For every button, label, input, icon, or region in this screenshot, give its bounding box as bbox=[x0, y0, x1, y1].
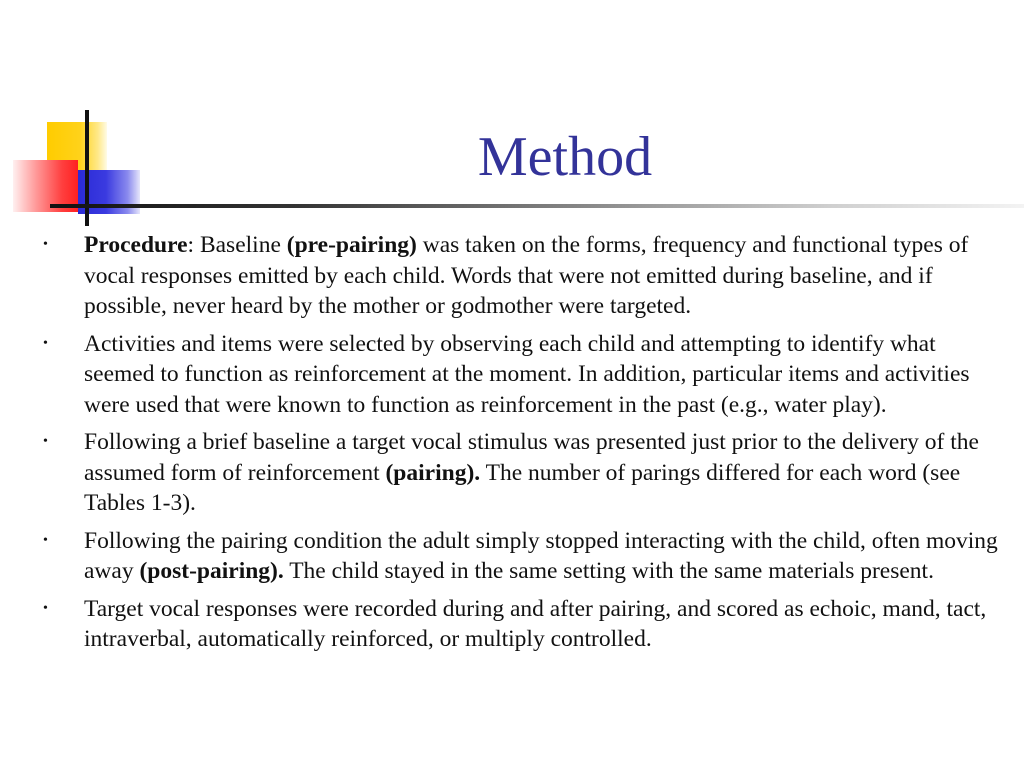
bullet-procedure bbox=[40, 230, 1000, 322]
post-pairing-label: (post-pairing). bbox=[139, 558, 284, 584]
bullet-text: was taken on the forms, frequency and functional types of vocal responses emitted by each child. Words that were not emitted during baseline, and if possible, never heard by the mother or godmother were targeted. bbox=[84, 232, 969, 319]
bullet-text: The child stayed in the same setting with the same materials present. bbox=[283, 558, 934, 584]
pairing-label: (pairing). bbox=[385, 459, 481, 486]
bullet-marker: • bbox=[43, 434, 48, 449]
horizontal-rule bbox=[50, 204, 1024, 208]
slide-title: Method bbox=[477, 126, 653, 188]
bullet-text: Activities and items were selected by observing each child and attempting to identify what seemed to function as reinforcement at the moment. In addition, particular items and activities were used that were known to function as reinforcement in the past (e.g., water play). bbox=[84, 330, 970, 418]
bullet-text: Target vocal responses were recorded during and after pairing, and scored as echoic, mand, tact, intraverbal, automatically reinforced, or multiply controlled. bbox=[84, 595, 987, 652]
vertical-rule bbox=[85, 110, 89, 226]
bullet-marker: • bbox=[43, 600, 48, 616]
bullet-post-pairing bbox=[40, 526, 1000, 587]
bullet-marker: • bbox=[43, 237, 48, 252]
pre-pairing-label: (pre-pairing) bbox=[286, 232, 417, 258]
bullet-activities bbox=[40, 329, 1000, 421]
bullet-list bbox=[40, 230, 1000, 662]
bullet-text: : Baseline bbox=[187, 232, 287, 258]
procedure-label: Procedure bbox=[84, 232, 188, 258]
bullet-text: Following a brief baseline a target vocal stimulus was presented just prior to the delivery of the assumed form of reinforcement bbox=[84, 429, 979, 486]
bullet-text: Following the pairing condition the adult simply stopped interacting with the child, often moving away bbox=[84, 527, 998, 584]
bullet-text: The number of parings differed for each word (see Tables 1-3). bbox=[84, 459, 961, 516]
bullet-marker: • bbox=[43, 532, 48, 548]
bullet-recording bbox=[40, 594, 1000, 655]
bullet-pairing bbox=[40, 427, 1000, 519]
bullet-marker: • bbox=[43, 335, 48, 351]
